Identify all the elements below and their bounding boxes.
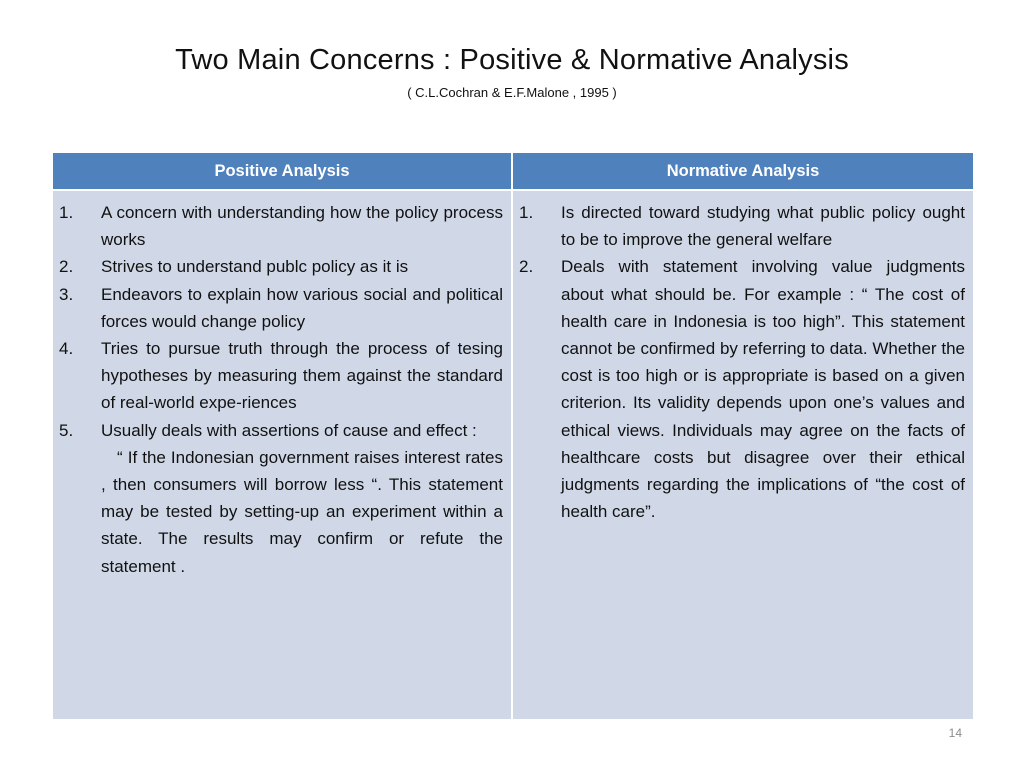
header-positive-analysis: Positive Analysis [53,153,513,189]
slide-subtitle: ( C.L.Cochran & E.F.Malone , 1995 ) [407,85,617,100]
list-item [59,417,503,580]
list-item-text: Endeavors to explain how various social and political forces would change policy [101,284,503,331]
positive-analysis-list [59,199,503,580]
list-item [59,281,503,335]
list-item [59,253,503,280]
list-item-lead: Usually deals with assertions of cause and effect : [101,420,477,440]
list-item-text: Deals with statement involving value judgments about what should be. For example : “ The cost of health care in Indonesia is too high”. This statement cannot be confirmed by referring to data. Whether the cost is too high or is appropriate is based on a given criterion. Its validity depends upon one’s values and ethical views. Individuals may agree on the facts of healthcare costs but disagree over their ethical judgments regarding the implications of “the cost of health care”. [561,257,965,522]
list-item-number: 2. [59,257,74,277]
example-quote: “ If the Indonesian government raises interest rates , then consumers will borrow less “. This statement may be tested by setting-up an experiment within a state. The results may confirm or refute the statement . [101,447,503,576]
table-body-row [53,189,973,719]
list-item [59,335,503,417]
list-item [519,199,965,253]
normative-analysis-list [519,199,965,525]
list-item [59,199,503,253]
normative-analysis-cell [513,191,973,719]
list-item-number: 2. [519,257,534,277]
list-item [519,253,965,525]
list-item-text: Strives to understand publc policy as it is [101,257,409,277]
slide-title: Two Main Concerns : Positive & Normative Analysis [175,44,849,76]
header-normative-analysis: Normative Analysis [666,161,820,180]
list-item-text: A concern with understanding how the policy process works [101,203,503,250]
list-item-number: 1. [59,203,74,222]
list-item-text: Tries to pursue truth through the process of tesing hypotheses by measuring them against the standard of real-world expe-riences [101,339,503,413]
list-item-number: 1. [519,203,534,222]
list-item-number: 5. [59,420,74,440]
list-item-number: 4. [59,339,74,359]
list-item-text: Is directed toward studying what public policy ought to be to improve the general welfare [561,203,965,250]
table-header-row [53,153,973,189]
page-number: 14 [948,726,962,740]
comparison-table [52,152,974,720]
list-item-text [101,417,503,580]
positive-analysis-cell [53,191,513,719]
list-item-number: 3. [59,284,74,304]
